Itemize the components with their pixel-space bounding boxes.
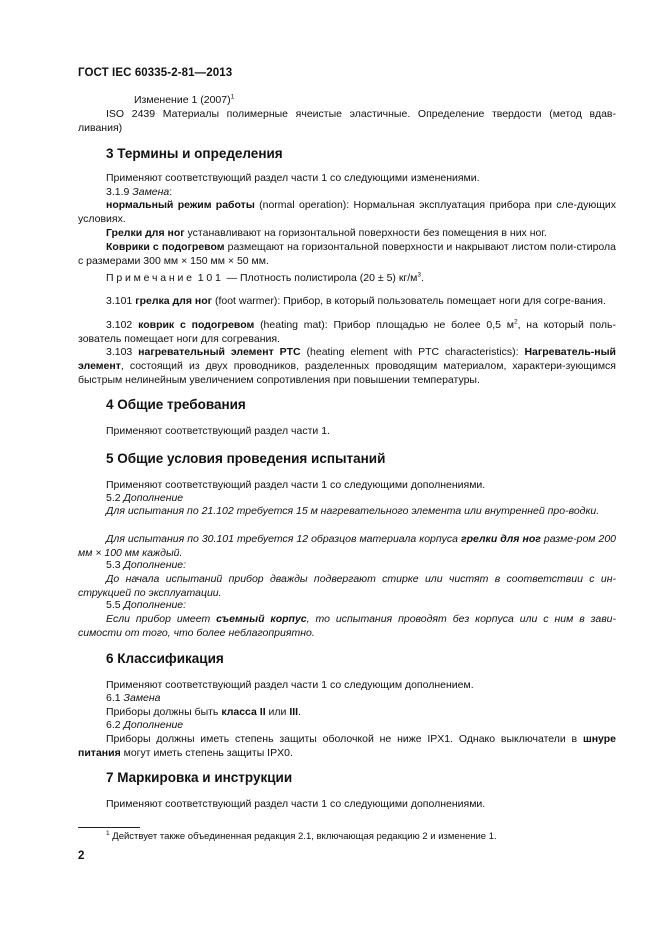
s5-5-text: Если прибор имеет съемный корпус, то испытания проводят без корпуса или с ним в зави-симости от того, что более неблагоприятно. — [78, 613, 617, 639]
s3-note: Примечание 101 — Плотность полистирола (20 ± 5) $кг/м^3$. — [106, 271, 424, 284]
section-6-heading: 6 Классификация — [106, 651, 224, 666]
section-3-heading: 3 Термины и определения — [106, 146, 283, 161]
s5-intro: Применяют соответствующий раздел части 1 со следующими дополнениями. — [106, 479, 486, 491]
amendment-reference: Изменение 1 $(2007)^1$ — [134, 93, 235, 106]
s5-3-addition: 5.3 Дополнение: — [106, 559, 187, 571]
definition-3-101: 3.101 грелка для ног (foot warmer): Прибор, в который пользователь помещает ноги для согре-вания. — [106, 295, 606, 307]
footnote: $^1$ Действует также объединенная редакция 2.1, включающая редакцию 2 и изменение 1. — [106, 829, 497, 842]
document-header: ГОСТ IEC 60335-2-81—2013 — [78, 67, 233, 79]
s7-intro: Применяют соответствующий раздел части 1 со следующими дополнениями. — [106, 798, 486, 810]
s3-foot-warmers: Грелки для ног устанавливают на горизонтальной поверхности без помещения в них ног. — [106, 227, 547, 239]
s3-replacement: 3.1.9 Замена: — [106, 186, 173, 198]
s6-2-addition: 6.2 Дополнение — [106, 719, 184, 731]
section-7-heading: 7 Маркировка и инструкции — [106, 770, 293, 785]
s3-heating-mats: Коврики с подогревом размещают на горизонтальной поверхности и накрывают листом поли-стирола с размерами 300 мм × 150 мм × 50 мм. — [78, 241, 616, 267]
s3-intro: Применяют соответствующий раздел части 1 со следующими изменениями. — [106, 172, 480, 184]
definition-3-102: 3.102 коврик с подогревом (heating mat): Прибор площадью не более 0,5 $м^2$, на который поль-зователь помещает ноги для согревания. — [78, 318, 616, 345]
s6-1-text: Приборы должны быть класса II или III. — [106, 706, 302, 718]
s5-2-samples: Для испытания по 30.101 требуется 12 образцов материала корпуса грелки для ног разме-ром 200 мм × 100 мм каждый. — [78, 533, 617, 559]
section-5-heading: 5 Общие условия проведения испытаний — [106, 451, 386, 466]
s5-3-text: До начала испытаний прибор дважды подвергают стирке или чистят в соответствии с ин-струкцией по эксплуатации. — [78, 573, 616, 599]
s4-intro: Применяют соответствующий раздел части 1. — [106, 425, 330, 437]
definition-3-103: 3.103 нагревательный элемент PTC (heating element with PTC characteristics): Нагреватель-ный элемент, состоящий из двух проводников, разделенных проводящим материалом, характери-зующимся быстрым нелинейным увеличением сопротивления при повышении температуры. — [78, 346, 617, 386]
s5-5-addition: 5.5 Дополнение: — [106, 599, 187, 611]
s5-2-addition: 5.2 Дополнение — [106, 492, 184, 504]
footnote-divider — [78, 827, 140, 828]
page-number: 2 — [78, 850, 85, 862]
s6-2-text: Приборы должны иметь степень защиты оболочкой не ниже IPX1. Однако выключатели в шнуре питания могут иметь степень защиты IPX0. — [78, 733, 616, 759]
iso-reference: ISO 2439 Материалы полимерные ячеистые эластичные. Определение твердости (метод вдав-ливания) — [78, 108, 616, 134]
section-4-heading: 4 Общие требования — [106, 397, 246, 412]
s6-1-replacement: 6.1 Замена — [106, 692, 161, 704]
s5-2-text: Для испытания по 21.102 требуется 15 м нагревательного элемента или внутренней про-водки. — [106, 505, 600, 517]
s3-normal-operation: нормальный режим работы (normal operation): Нормальная эксплуатация прибора при сле-дующих условиях. — [78, 199, 616, 225]
s6-intro: Применяют соответствующий раздел части 1 со следующим дополнением. — [106, 679, 474, 691]
